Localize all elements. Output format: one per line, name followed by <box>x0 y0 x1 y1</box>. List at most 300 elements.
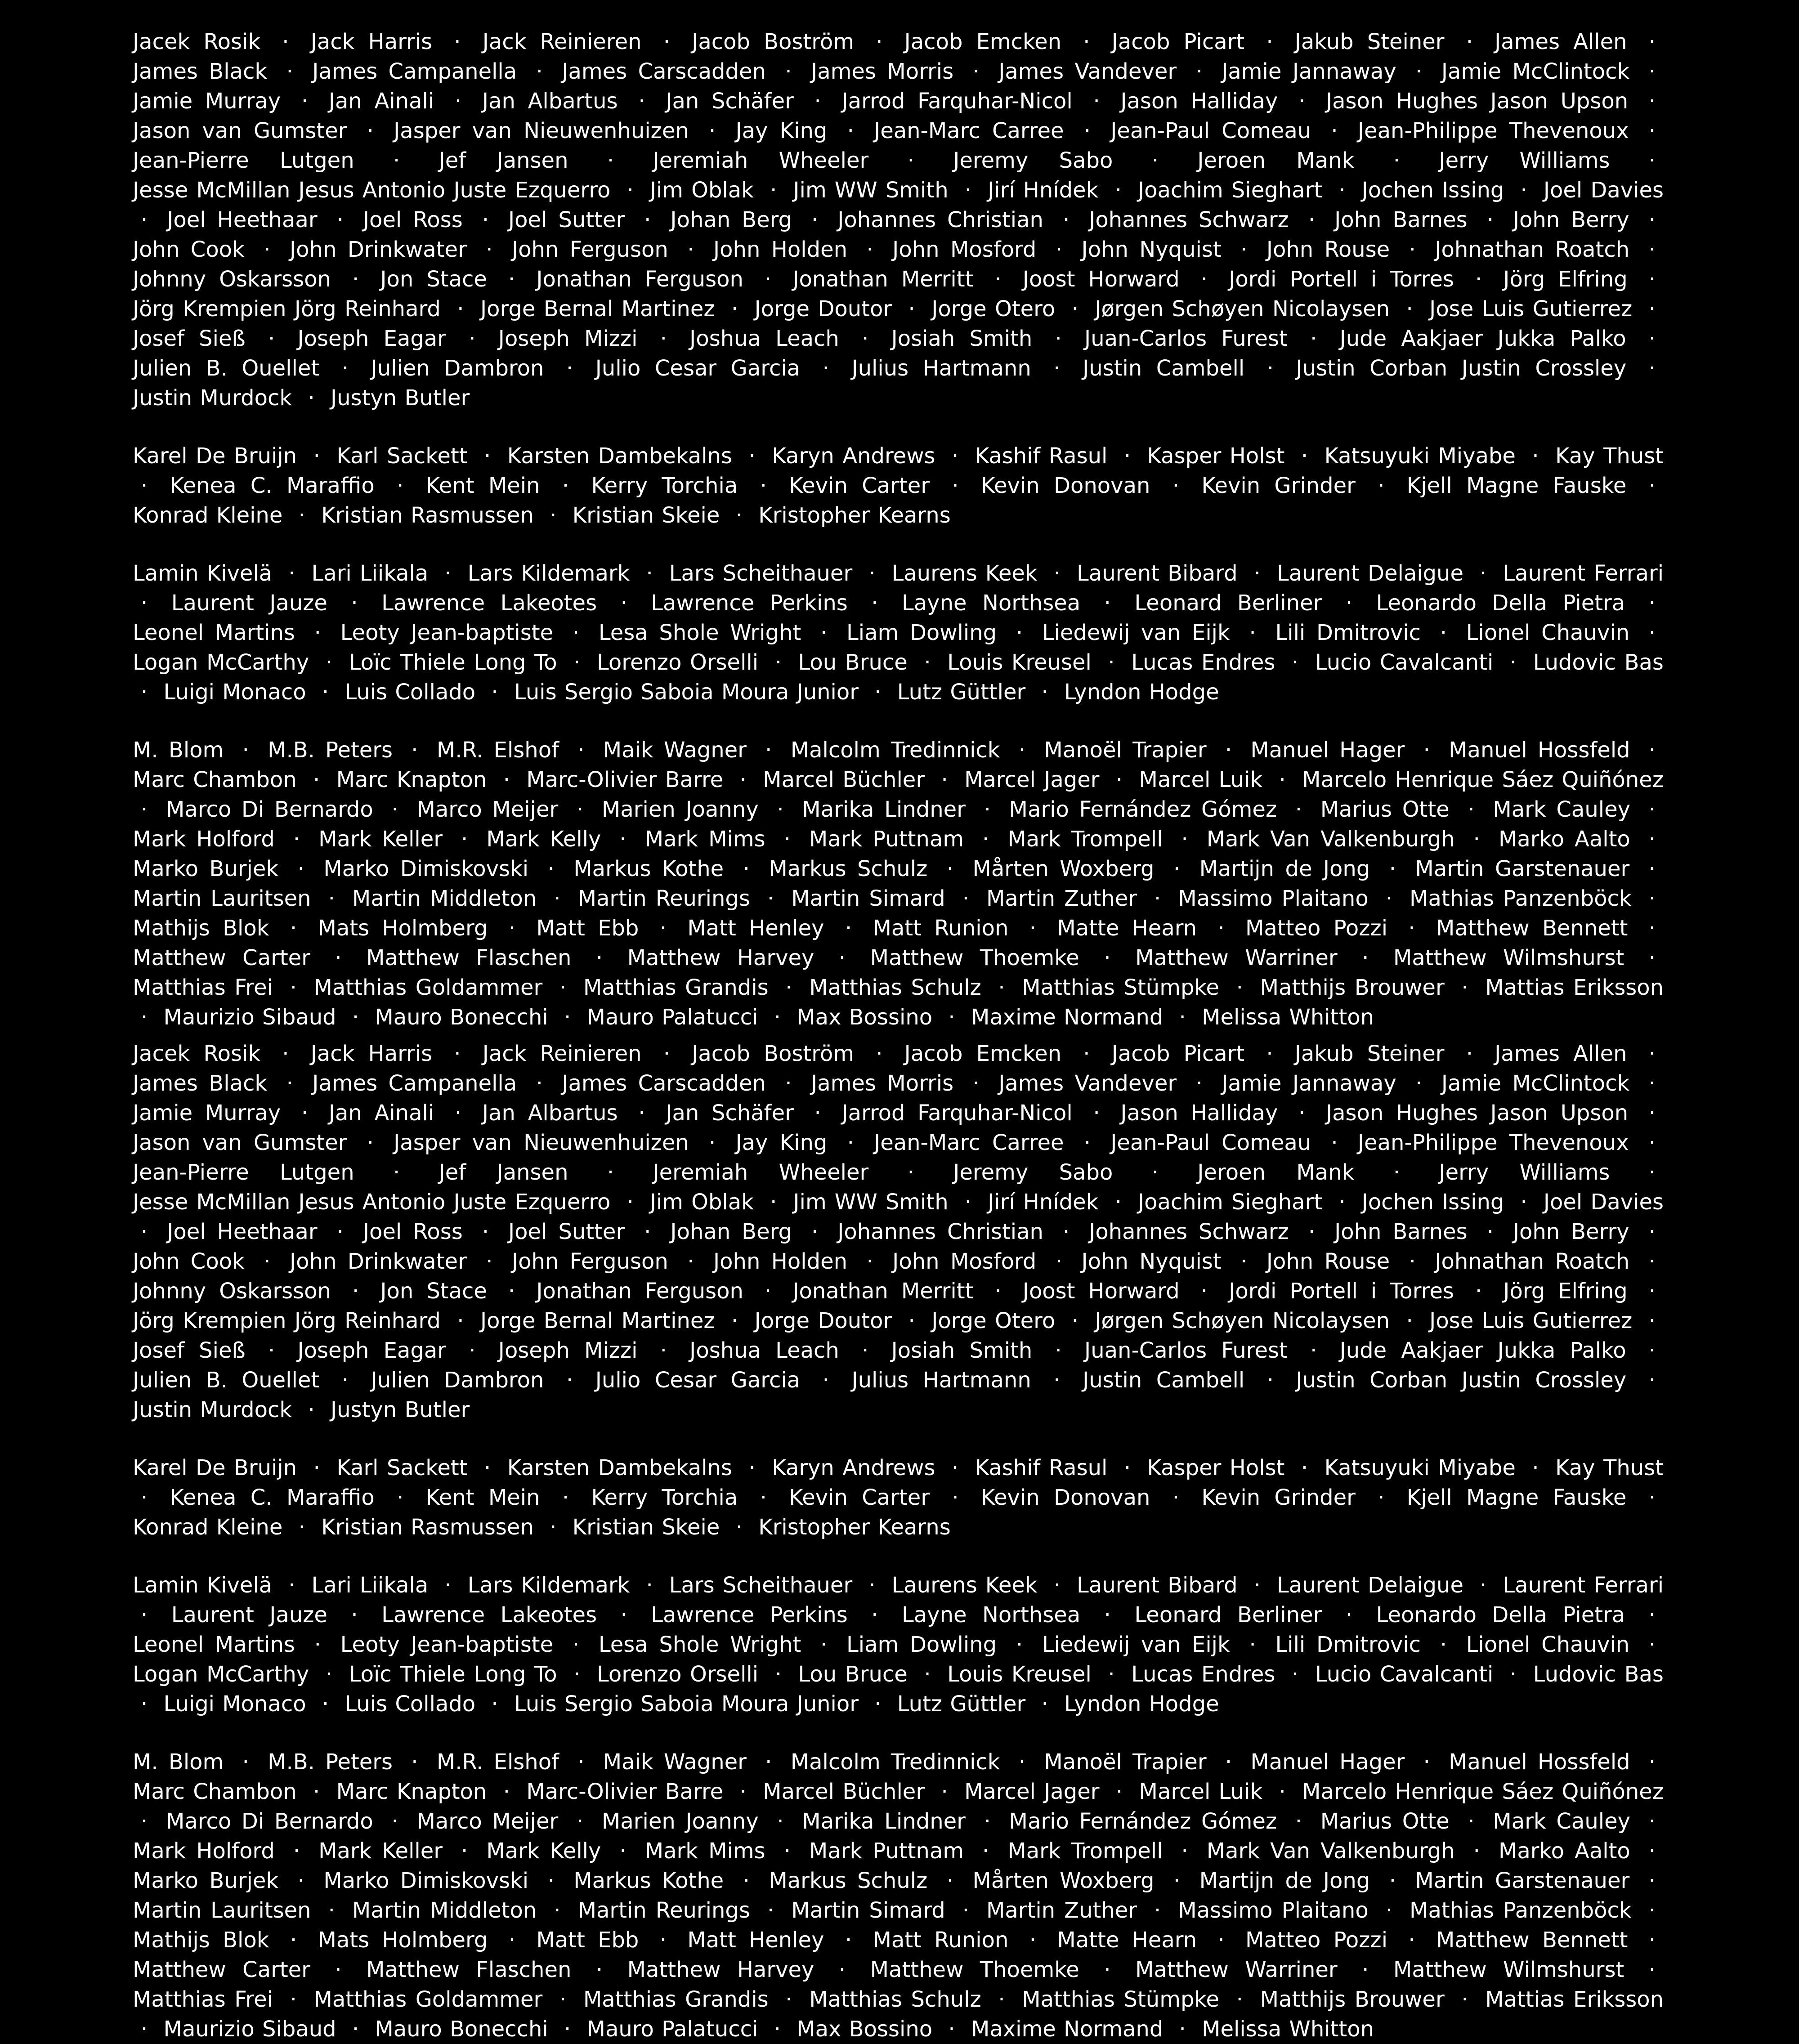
credit-name: Joel Davies <box>1543 1190 1664 1215</box>
name-separator: · <box>1648 1279 1656 1304</box>
credits-list-top <box>133 27 1664 1030</box>
name-separator: · <box>739 1779 747 1804</box>
name-separator: · <box>785 59 792 84</box>
name-separator: · <box>1468 1809 1475 1834</box>
credit-name: Johan Berg <box>670 207 792 233</box>
name-separator: · <box>1093 89 1100 114</box>
name-separator: · <box>1104 590 1111 616</box>
credit-name: Jorge Bernal Martinez <box>480 1308 715 1333</box>
name-separator: · <box>1486 207 1494 233</box>
credit-name: John Barnes <box>1334 1219 1468 1244</box>
name-separator: · <box>454 1041 461 1066</box>
name-separator: · <box>141 680 148 705</box>
credit-name: Leonardo Della Pietra <box>1376 590 1625 616</box>
name-separator: · <box>1423 1749 1430 1775</box>
name-separator: · <box>1406 296 1413 322</box>
credit-name: Jude Aakjaer Jukka Palko <box>1339 1338 1626 1363</box>
name-separator: · <box>1253 1573 1261 1598</box>
credit-name: Matthew Thoemke <box>870 945 1079 971</box>
credit-name: Jean-Pierre Lutgen <box>133 1160 354 1185</box>
credit-name: Lionel Chauvin <box>1466 620 1630 645</box>
credit-name: Loïc Thiele Long To <box>349 1662 557 1687</box>
credit-name: Lorenzo Orselli <box>597 650 759 675</box>
credit-name: Marko Aalto <box>1498 1838 1630 1864</box>
credit-name: Lesa Shole Wright <box>598 1632 801 1657</box>
name-separator: · <box>336 1219 344 1244</box>
name-separator: · <box>1179 1005 1186 1030</box>
name-separator: · <box>1385 1898 1393 1923</box>
credit-name: James Black <box>133 59 268 84</box>
name-separator: · <box>282 1041 289 1066</box>
credits-section-j <box>133 1039 1664 1425</box>
credit-name: Jorge Otero <box>931 296 1056 322</box>
credit-name: Jamie McClintock <box>1441 1071 1630 1096</box>
credit-name: Matthias Goldammer <box>313 1987 543 2012</box>
name-separator: · <box>141 797 148 822</box>
name-separator: · <box>1154 1898 1161 1923</box>
name-separator: · <box>1466 29 1473 54</box>
credit-name: Justin Cambell <box>1083 1368 1245 1393</box>
credit-name: Lars Kildemark <box>467 561 630 586</box>
credit-name: Kristian Rasmussen <box>321 503 534 528</box>
name-separator: · <box>785 1987 792 2012</box>
credit-name: Jacek Rosik <box>133 29 261 54</box>
name-separator: · <box>1071 296 1079 322</box>
name-separator: · <box>352 267 359 292</box>
name-separator: · <box>1154 886 1161 911</box>
credit-name: Matthias Stümpke <box>1022 975 1220 1000</box>
credit-name: Marien Joanny <box>601 1809 759 1834</box>
name-separator: · <box>765 1279 772 1304</box>
credit-name: Lyndon Hodge <box>1064 680 1219 705</box>
name-separator: · <box>1648 1485 1656 1510</box>
credit-name: Kristopher Kearns <box>758 503 951 528</box>
credit-name: Jesse McMillan Jesus Antonio Juste Ezquerro <box>133 178 611 203</box>
name-separator: · <box>1345 590 1353 616</box>
credit-name: Jeremiah Wheeler <box>653 1160 869 1185</box>
name-separator: · <box>483 1455 491 1480</box>
credit-name: John Barnes <box>1334 207 1468 233</box>
name-separator: · <box>566 356 573 381</box>
name-separator: · <box>770 1190 777 1215</box>
credit-name: Melissa Whitton <box>1202 1005 1374 1030</box>
credit-name: Jack Reinieren <box>482 1041 642 1066</box>
credit-name: Lutz Güttler <box>897 680 1026 705</box>
name-separator: · <box>1378 1485 1385 1510</box>
name-separator: · <box>838 945 846 971</box>
credit-name: Markus Schulz <box>769 856 928 881</box>
credits-section-j <box>133 27 1664 413</box>
name-separator: · <box>709 1130 716 1155</box>
credit-name: Jean-Pierre Lutgen <box>133 148 354 173</box>
credit-name: James Allen <box>1495 1041 1627 1066</box>
name-separator: · <box>998 1987 1005 2012</box>
credit-name: Joseph Eagar <box>297 1338 447 1363</box>
name-separator: · <box>731 296 738 322</box>
name-separator: · <box>1062 1219 1070 1244</box>
credit-name: Lawrence Perkins <box>651 590 848 616</box>
credit-name: Jorge Doutor <box>754 1308 892 1333</box>
name-separator: · <box>314 1632 321 1657</box>
name-separator: · <box>1509 650 1517 675</box>
name-separator: · <box>1253 561 1261 586</box>
credit-name: Martijn de Jong <box>1199 1868 1370 1893</box>
credit-name: Jean-Philippe Thevenoux <box>1357 1130 1629 1155</box>
name-separator: · <box>620 1602 627 1628</box>
credit-name: Laurent Jauze <box>171 590 327 616</box>
credit-name: Jean-Philippe Thevenoux <box>1357 118 1629 143</box>
credit-name: Luis Sergio Saboia Moura Junior <box>514 1691 859 1717</box>
name-separator: · <box>325 650 333 675</box>
name-separator: · <box>352 1279 359 1304</box>
credit-name: Loïc Thiele Long To <box>349 650 557 675</box>
name-separator: · <box>1240 237 1248 262</box>
name-separator: · <box>1236 1987 1243 2012</box>
name-separator: · <box>469 1338 476 1363</box>
credit-name: Jude Aakjaer Jukka Palko <box>1339 326 1626 351</box>
name-separator: · <box>1114 178 1122 203</box>
credit-name: Manoël Trapier <box>1044 738 1207 763</box>
credit-name: Maik Wagner <box>603 1749 747 1775</box>
credit-name: Jorge Doutor <box>754 296 892 322</box>
credit-name: Katsuyuki Miyabe <box>1324 1455 1516 1480</box>
credit-name: Mark Cauley <box>1493 797 1631 822</box>
name-separator: · <box>313 1779 320 1804</box>
name-separator: · <box>1389 856 1396 881</box>
name-separator: · <box>1172 1485 1179 1510</box>
name-separator: · <box>748 1455 756 1480</box>
credit-name: Jacob Boström <box>692 29 855 54</box>
credit-name: Liam Dowling <box>846 620 997 645</box>
name-separator: · <box>1295 797 1302 822</box>
credit-name: Lionel Chauvin <box>1466 1632 1630 1657</box>
credit-name: Jonathan Ferguson <box>536 1279 743 1304</box>
name-separator: · <box>984 797 991 822</box>
name-separator: · <box>871 1602 878 1628</box>
credit-name: Jason Halliday <box>1120 89 1278 114</box>
credit-name: Mauro Bonecchi <box>375 2017 548 2042</box>
credit-name: Jan Ainali <box>328 1100 434 1126</box>
credit-name: Kay Thust <box>1555 1455 1664 1480</box>
name-separator: · <box>774 1662 782 1687</box>
credit-name: Matt Ebb <box>536 916 639 941</box>
credit-name: James Allen <box>1495 29 1627 54</box>
name-separator: · <box>1648 738 1656 763</box>
name-separator: · <box>767 1898 774 1923</box>
credit-name: Martin Simard <box>791 1898 945 1923</box>
credit-name: Marcel Jager <box>964 767 1100 792</box>
credit-name: Luigi Monaco <box>163 1691 306 1717</box>
credit-name: Justin Murdock <box>133 385 292 411</box>
credit-name: Layne Northsea <box>902 590 1081 616</box>
credit-name: Lari Liikala <box>311 561 429 586</box>
credit-name: Mauro Palatucci <box>586 2017 758 2042</box>
credit-name: Malcolm Tredinnick <box>790 1749 1000 1775</box>
name-separator: · <box>1018 738 1026 763</box>
name-separator: · <box>341 356 349 381</box>
credit-name: Manuel Hossfeld <box>1449 1749 1630 1775</box>
name-separator: · <box>335 945 342 971</box>
credit-name: Jarrod Farquhar-Nicol <box>841 1100 1073 1126</box>
credit-name: Jonathan Merritt <box>792 267 974 292</box>
credit-name: Marcel Jager <box>964 1779 1100 1804</box>
credit-name: Ludovic Bas <box>1533 650 1664 675</box>
credit-name: Jack Reinieren <box>482 29 642 54</box>
credit-name: Jamie Murray <box>133 1100 281 1126</box>
credit-name: Johnny Oskarsson <box>133 1279 331 1304</box>
credits-section-k <box>133 441 1664 530</box>
credit-name: Jacob Picart <box>1111 29 1245 54</box>
name-separator: · <box>1648 267 1656 292</box>
credit-name: Leonel Martins <box>133 1632 295 1657</box>
name-separator: · <box>301 89 309 114</box>
name-separator: · <box>774 2017 781 2042</box>
name-separator: · <box>264 237 271 262</box>
name-separator: · <box>847 1130 854 1155</box>
name-separator: · <box>1648 620 1656 645</box>
credit-name: John Mosford <box>892 237 1037 262</box>
credit-name: Marko Aalto <box>1498 827 1630 852</box>
name-separator: · <box>141 473 148 498</box>
name-separator: · <box>308 385 315 411</box>
name-separator: · <box>994 267 1002 292</box>
name-separator: · <box>1648 1219 1656 1244</box>
credit-name: James Morris <box>811 59 954 84</box>
credit-name: Matthias Grandis <box>583 975 769 1000</box>
name-separator: · <box>1389 1868 1396 1893</box>
name-separator: · <box>322 1691 329 1717</box>
credit-name: Kevin Grinder <box>1201 1485 1356 1510</box>
name-separator: · <box>874 680 882 705</box>
name-separator: · <box>351 590 358 616</box>
name-separator: · <box>308 1397 315 1422</box>
credit-name: Martin Reurings <box>577 1898 750 1923</box>
name-separator: · <box>1409 237 1416 262</box>
credit-name: Joel Ross <box>362 1219 463 1244</box>
name-separator: · <box>508 916 515 941</box>
name-separator: · <box>765 1749 772 1775</box>
name-separator: · <box>785 1071 792 1096</box>
credit-name: M.R. Elshof <box>436 1749 559 1775</box>
credit-name: Joel Sutter <box>508 1219 625 1244</box>
credit-name: Leoty Jean-baptiste <box>340 1632 554 1657</box>
credit-name: Matthew Warriner <box>1135 945 1338 971</box>
credit-name: Lili Dmitrovic <box>1275 620 1421 645</box>
name-separator: · <box>1648 590 1656 616</box>
credits-section-m <box>133 735 1664 1032</box>
name-separator: · <box>367 118 374 143</box>
name-separator: · <box>924 1662 931 1687</box>
name-separator: · <box>1331 118 1338 143</box>
name-separator: · <box>1378 473 1385 498</box>
credit-name: Mark Trompell <box>1007 1838 1163 1864</box>
credit-name: Matthew Wilmshurst <box>1393 1957 1624 1982</box>
credit-name: Jim Oblak <box>649 178 754 203</box>
name-separator: · <box>550 503 557 528</box>
name-separator: · <box>461 1838 468 1864</box>
credit-name: Jonathan Merritt <box>792 1279 974 1304</box>
name-separator: · <box>1408 916 1415 941</box>
credit-name: M.B. Peters <box>268 1749 393 1775</box>
credit-name: Julio Cesar Garcia <box>595 1368 801 1393</box>
name-separator: · <box>288 1573 295 1598</box>
name-separator: · <box>1648 1100 1656 1126</box>
name-separator: · <box>1291 1662 1299 1687</box>
name-separator: · <box>1648 1308 1656 1333</box>
name-separator: · <box>1648 356 1656 381</box>
credit-name: Jose Luis Gutierrez <box>1429 296 1633 322</box>
credit-name: Liedewij van Eijk <box>1042 620 1230 645</box>
credit-name: Justin Corban Justin Crossley <box>1296 356 1627 381</box>
name-separator: · <box>454 89 462 114</box>
name-separator: · <box>503 1779 510 1804</box>
credit-name: Jan Albartus <box>482 89 618 114</box>
credit-name: Matt Runion <box>873 916 1009 941</box>
credit-name: Jon Stace <box>380 1279 487 1304</box>
credit-name: Jean-Paul Comeau <box>1110 118 1311 143</box>
credit-name: Matthew Carter <box>133 945 310 971</box>
credits-section-m <box>133 1747 1664 2044</box>
name-separator: · <box>952 1485 959 1510</box>
name-separator: · <box>765 267 772 292</box>
name-separator: · <box>1648 1749 1656 1775</box>
name-separator: · <box>972 59 980 84</box>
name-separator: · <box>352 1005 359 1030</box>
name-separator: · <box>1415 59 1423 84</box>
credit-name: Luis Collado <box>345 680 476 705</box>
name-separator: · <box>1104 1957 1111 1982</box>
name-separator: · <box>948 1005 955 1030</box>
name-separator: · <box>735 1515 743 1540</box>
name-separator: · <box>660 326 667 351</box>
name-separator: · <box>743 856 750 881</box>
name-separator: · <box>268 1338 275 1363</box>
name-separator: · <box>1440 1632 1447 1657</box>
name-separator: · <box>638 1100 645 1126</box>
credit-name: Markus Kothe <box>573 856 724 881</box>
credit-name: Matthias Grandis <box>583 1987 769 2012</box>
name-separator: · <box>874 1691 882 1717</box>
name-separator: · <box>908 1308 915 1333</box>
credit-name: James Campanella <box>312 1071 517 1096</box>
name-separator: · <box>1648 916 1656 941</box>
credit-name: Kevin Grinder <box>1201 473 1356 498</box>
credit-name: Laurent Ferrari <box>1503 561 1664 586</box>
credit-name: Mats Holmberg <box>318 916 488 941</box>
name-separator: · <box>908 296 915 322</box>
name-separator: · <box>282 29 289 54</box>
name-separator: · <box>1648 1130 1656 1155</box>
credit-name: Laurens Keek <box>891 1573 1038 1598</box>
name-separator: · <box>1648 326 1656 351</box>
name-separator: · <box>783 827 791 852</box>
credit-name: Mats Holmberg <box>318 1928 488 1953</box>
credit-name: Jeremy Sabo <box>953 148 1113 173</box>
name-separator: · <box>1041 1691 1048 1717</box>
name-separator: · <box>1648 1809 1656 1834</box>
credits-section-l <box>133 1570 1664 1719</box>
credit-name: Jim WW Smith <box>793 178 949 203</box>
name-separator: · <box>1266 1368 1274 1393</box>
credit-name: Lawrence Perkins <box>651 1602 848 1628</box>
credit-name: Leonard Berliner <box>1134 1602 1322 1628</box>
credit-name: Massimo Plaitano <box>1178 1898 1369 1923</box>
credit-name: Kevin Donovan <box>980 473 1150 498</box>
credit-name: Matthijs Brouwer <box>1260 975 1445 1000</box>
credit-name: Matthias Schulz <box>809 1987 981 2012</box>
name-separator: · <box>946 1868 953 1893</box>
name-separator: · <box>1249 620 1256 645</box>
credit-name: Joel Davies <box>1543 178 1664 203</box>
name-separator: · <box>1310 326 1317 351</box>
credit-name: Marien Joanny <box>601 797 759 822</box>
credit-name: Matthew Bennett <box>1436 1928 1628 1953</box>
credit-name: Jack Harris <box>310 29 433 54</box>
credit-name: Josef Sieß <box>133 1338 246 1363</box>
credit-name: Josiah Smith <box>891 326 1033 351</box>
credit-name: Jamie Jannaway <box>1222 1071 1396 1096</box>
credit-name: Julius Hartmann <box>851 356 1031 381</box>
credit-name: Laurent Delaigue <box>1276 1573 1464 1598</box>
credit-name: Lorenzo Orselli <box>597 1662 759 1687</box>
credit-name: John Nyquist <box>1081 1249 1222 1274</box>
credit-name: Laurent Delaigue <box>1276 561 1464 586</box>
name-separator: · <box>576 797 584 822</box>
credit-name: Jakub Steiner <box>1294 29 1445 54</box>
name-separator: · <box>822 356 829 381</box>
credit-name: Martin Lauritsen <box>133 886 311 911</box>
name-separator: · <box>1083 29 1090 54</box>
credit-name: Kevin Carter <box>789 473 930 498</box>
name-separator: · <box>141 1809 148 1834</box>
credit-name: James Morris <box>811 1071 954 1096</box>
name-separator: · <box>1648 207 1656 233</box>
credit-name: Mark Kelly <box>486 827 601 852</box>
name-separator: · <box>627 178 634 203</box>
name-separator: · <box>1486 1219 1494 1244</box>
credit-name: Jamie Jannaway <box>1222 59 1396 84</box>
credit-name: Joseph Mizzi <box>498 1338 638 1363</box>
credit-name: Martin Garstenauer <box>1415 856 1630 881</box>
credit-name: Karel De Bruijn <box>133 443 297 469</box>
name-separator: · <box>297 856 304 881</box>
credit-name: Joel Sutter <box>508 207 625 233</box>
credit-name: Matthias Frei <box>133 1987 273 2012</box>
credit-name: Lou Bruce <box>798 1662 908 1687</box>
credit-name: John Drinkwater <box>290 237 467 262</box>
name-separator: · <box>659 916 667 941</box>
credit-name: Konrad Kleine <box>133 1515 283 1540</box>
name-separator: · <box>1240 1249 1248 1274</box>
name-separator: · <box>820 620 828 645</box>
name-separator: · <box>454 29 461 54</box>
name-separator: · <box>141 590 148 616</box>
name-separator: · <box>1266 356 1274 381</box>
name-separator: · <box>1648 1041 1656 1066</box>
name-separator: · <box>341 1368 349 1393</box>
credit-name: Maurizio Sibaud <box>163 2017 336 2042</box>
credit-name: Mark Mims <box>644 1838 765 1864</box>
credit-name: M. Blom <box>133 738 224 763</box>
name-separator: · <box>1217 916 1225 941</box>
credit-name: Mark Cauley <box>1493 1809 1631 1834</box>
name-separator: · <box>352 2017 359 2042</box>
name-separator: · <box>559 975 567 1000</box>
name-separator: · <box>660 1338 667 1363</box>
credit-name: Kenea C. Maraffio <box>170 473 375 498</box>
credit-name: Marius Otte <box>1320 1809 1450 1834</box>
credit-name: Leonardo Della Pietra <box>1376 1602 1625 1628</box>
